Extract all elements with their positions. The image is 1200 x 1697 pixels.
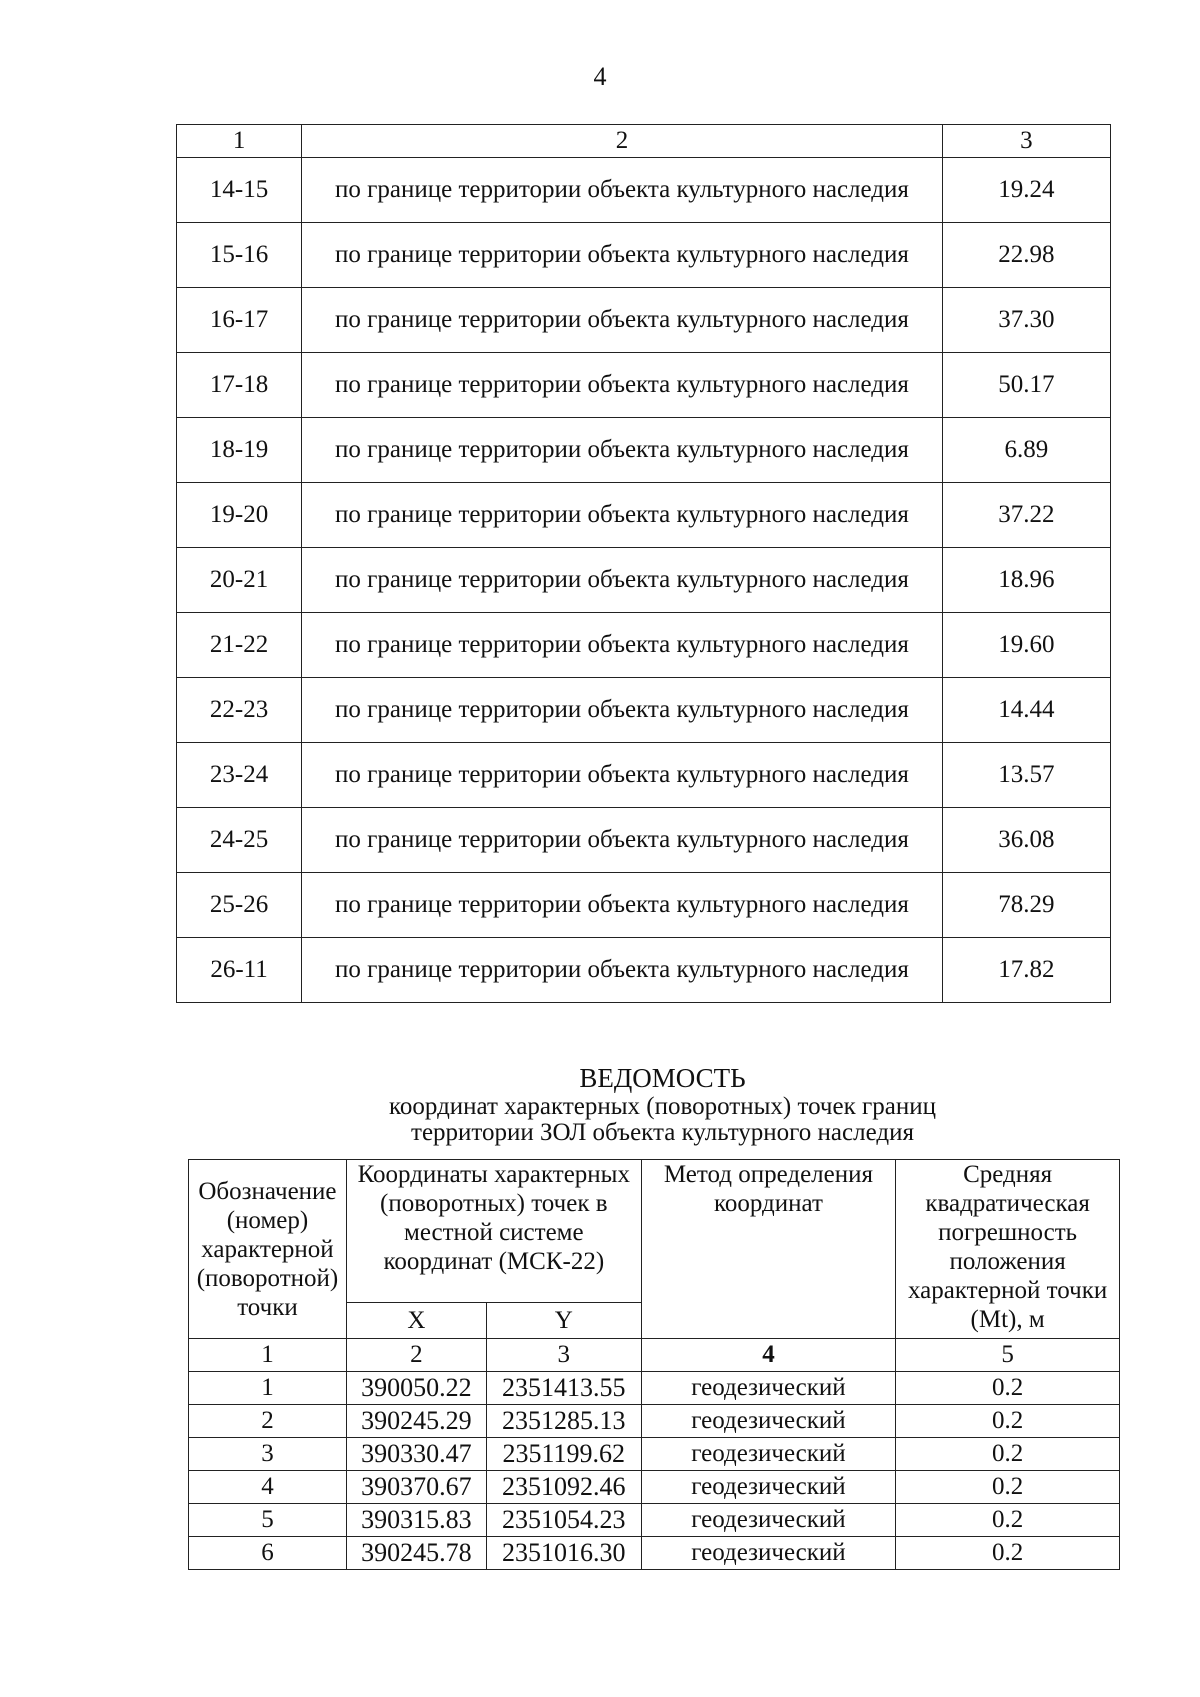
- error-cell: 0.2: [896, 1537, 1120, 1570]
- description-cell: по границе территории объекта культурного наследия: [302, 743, 943, 808]
- table-row: [177, 808, 1111, 873]
- method-cell: геодезический: [641, 1372, 896, 1405]
- description-cell: по границе территории объекта культурного наследия: [302, 938, 943, 1003]
- index-col4: 4: [641, 1339, 896, 1372]
- table-row: [189, 1372, 1120, 1405]
- length-cell: 19.24: [942, 158, 1110, 223]
- error-header: Средняя квадратическая погрешность положения характерной точки (Mt), м: [896, 1160, 1120, 1339]
- table2-header-row: [189, 1160, 1120, 1303]
- segment-cell: 22-23: [177, 678, 302, 743]
- x-header: X: [346, 1303, 486, 1339]
- segment-cell: 23-24: [177, 743, 302, 808]
- boundary-segments-table: [176, 124, 1111, 1003]
- description-cell: по границе территории объекта культурного наследия: [302, 613, 943, 678]
- table-row: [189, 1504, 1120, 1537]
- index-col1: 1: [189, 1339, 347, 1372]
- error-cell: 0.2: [896, 1372, 1120, 1405]
- segment-cell: 16-17: [177, 288, 302, 353]
- length-cell: 22.98: [942, 223, 1110, 288]
- x-coordinate-cell: 390330.47: [346, 1438, 486, 1471]
- table-row: [177, 743, 1111, 808]
- method-cell: геодезический: [641, 1537, 896, 1570]
- segment-cell: 21-22: [177, 613, 302, 678]
- x-coordinate-cell: 390050.22: [346, 1372, 486, 1405]
- table1-header-col2: 2: [302, 125, 943, 158]
- length-cell: 13.57: [942, 743, 1110, 808]
- point-cell: 4: [189, 1471, 347, 1504]
- y-coordinate-cell: 2351016.30: [486, 1537, 641, 1570]
- segment-cell: 18-19: [177, 418, 302, 483]
- table-row: [177, 288, 1111, 353]
- description-cell: по границе территории объекта культурного наследия: [302, 808, 943, 873]
- description-cell: по границе территории объекта культурного наследия: [302, 418, 943, 483]
- table-row: [189, 1537, 1120, 1570]
- table-row: [189, 1405, 1120, 1438]
- y-header: Y: [486, 1303, 641, 1339]
- table-row: [177, 158, 1111, 223]
- table2-index-row: [189, 1339, 1120, 1372]
- error-cell: 0.2: [896, 1471, 1120, 1504]
- error-cell: 0.2: [896, 1438, 1120, 1471]
- length-cell: 18.96: [942, 548, 1110, 613]
- length-cell: 14.44: [942, 678, 1110, 743]
- table-row: [177, 938, 1111, 1003]
- method-cell: геодезический: [641, 1405, 896, 1438]
- y-coordinate-cell: 2351413.55: [486, 1372, 641, 1405]
- length-cell: 17.82: [942, 938, 1110, 1003]
- table-row: [177, 418, 1111, 483]
- point-cell: 5: [189, 1504, 347, 1537]
- segment-cell: 19-20: [177, 483, 302, 548]
- table-row: [177, 613, 1111, 678]
- error-cell: 0.2: [896, 1405, 1120, 1438]
- segment-cell: 25-26: [177, 873, 302, 938]
- table1-header-col1: 1: [177, 125, 302, 158]
- segment-cell: 26-11: [177, 938, 302, 1003]
- y-coordinate-cell: 2351199.62: [486, 1438, 641, 1471]
- index-col3: 3: [486, 1339, 641, 1372]
- index-col5: 5: [896, 1339, 1120, 1372]
- table-row: [177, 353, 1111, 418]
- segment-cell: 14-15: [177, 158, 302, 223]
- method-cell: геодезический: [641, 1471, 896, 1504]
- segment-cell: 17-18: [177, 353, 302, 418]
- x-coordinate-cell: 390315.83: [346, 1504, 486, 1537]
- description-cell: по границе территории объекта культурного наследия: [302, 873, 943, 938]
- table-row: [177, 678, 1111, 743]
- index-col2: 2: [346, 1339, 486, 1372]
- point-cell: 6: [189, 1537, 347, 1570]
- length-cell: 6.89: [942, 418, 1110, 483]
- point-cell: 3: [189, 1438, 347, 1471]
- y-coordinate-cell: 2351092.46: [486, 1471, 641, 1504]
- y-coordinate-cell: 2351054.23: [486, 1504, 641, 1537]
- method-cell: геодезический: [641, 1504, 896, 1537]
- table1-header-col3: 3: [942, 125, 1110, 158]
- length-cell: 37.30: [942, 288, 1110, 353]
- table-row: [177, 483, 1111, 548]
- length-cell: 78.29: [942, 873, 1110, 938]
- length-cell: 37.22: [942, 483, 1110, 548]
- description-cell: по границе территории объекта культурного наследия: [302, 158, 943, 223]
- length-cell: 50.17: [942, 353, 1110, 418]
- description-cell: по границе территории объекта культурного наследия: [302, 483, 943, 548]
- x-coordinate-cell: 390245.29: [346, 1405, 486, 1438]
- x-coordinate-cell: 390245.78: [346, 1537, 486, 1570]
- statement-title: ВЕДОМОСТЬ: [579, 1063, 746, 1093]
- description-cell: по границе территории объекта культурного наследия: [302, 223, 943, 288]
- table-row: [177, 873, 1111, 938]
- description-cell: по границе территории объекта культурного наследия: [302, 678, 943, 743]
- table-row: [189, 1471, 1120, 1504]
- segment-cell: 20-21: [177, 548, 302, 613]
- table-row: [189, 1438, 1120, 1471]
- description-cell: по границе территории объекта культурного наследия: [302, 288, 943, 353]
- statement-subtitle-line1: координат характерных (поворотных) точек границ: [389, 1093, 936, 1120]
- x-coordinate-cell: 390370.67: [346, 1471, 486, 1504]
- page-number: 4: [593, 62, 607, 91]
- method-header: Метод определения координат: [641, 1160, 896, 1339]
- table-row: [177, 548, 1111, 613]
- length-cell: 19.60: [942, 613, 1110, 678]
- statement-subtitle-line2: территории ЗОЛ объекта культурного наследия: [411, 1119, 914, 1146]
- coordinates-header: Координаты характерных (поворотных) точек в местной системе координат (МСК-22): [346, 1160, 641, 1303]
- point-cell: 1: [189, 1372, 347, 1405]
- error-cell: 0.2: [896, 1504, 1120, 1537]
- table1-header-row: [177, 125, 1111, 158]
- segment-cell: 24-25: [177, 808, 302, 873]
- description-cell: по границе территории объекта культурного наследия: [302, 548, 943, 613]
- point-designation-header: Обозначение (номер) характерной (поворотной) точки: [189, 1160, 347, 1339]
- table-row: [177, 223, 1111, 288]
- y-coordinate-cell: 2351285.13: [486, 1405, 641, 1438]
- coordinates-table: [188, 1159, 1120, 1570]
- segment-cell: 15-16: [177, 223, 302, 288]
- point-cell: 2: [189, 1405, 347, 1438]
- description-cell: по границе территории объекта культурного наследия: [302, 353, 943, 418]
- method-cell: геодезический: [641, 1438, 896, 1471]
- length-cell: 36.08: [942, 808, 1110, 873]
